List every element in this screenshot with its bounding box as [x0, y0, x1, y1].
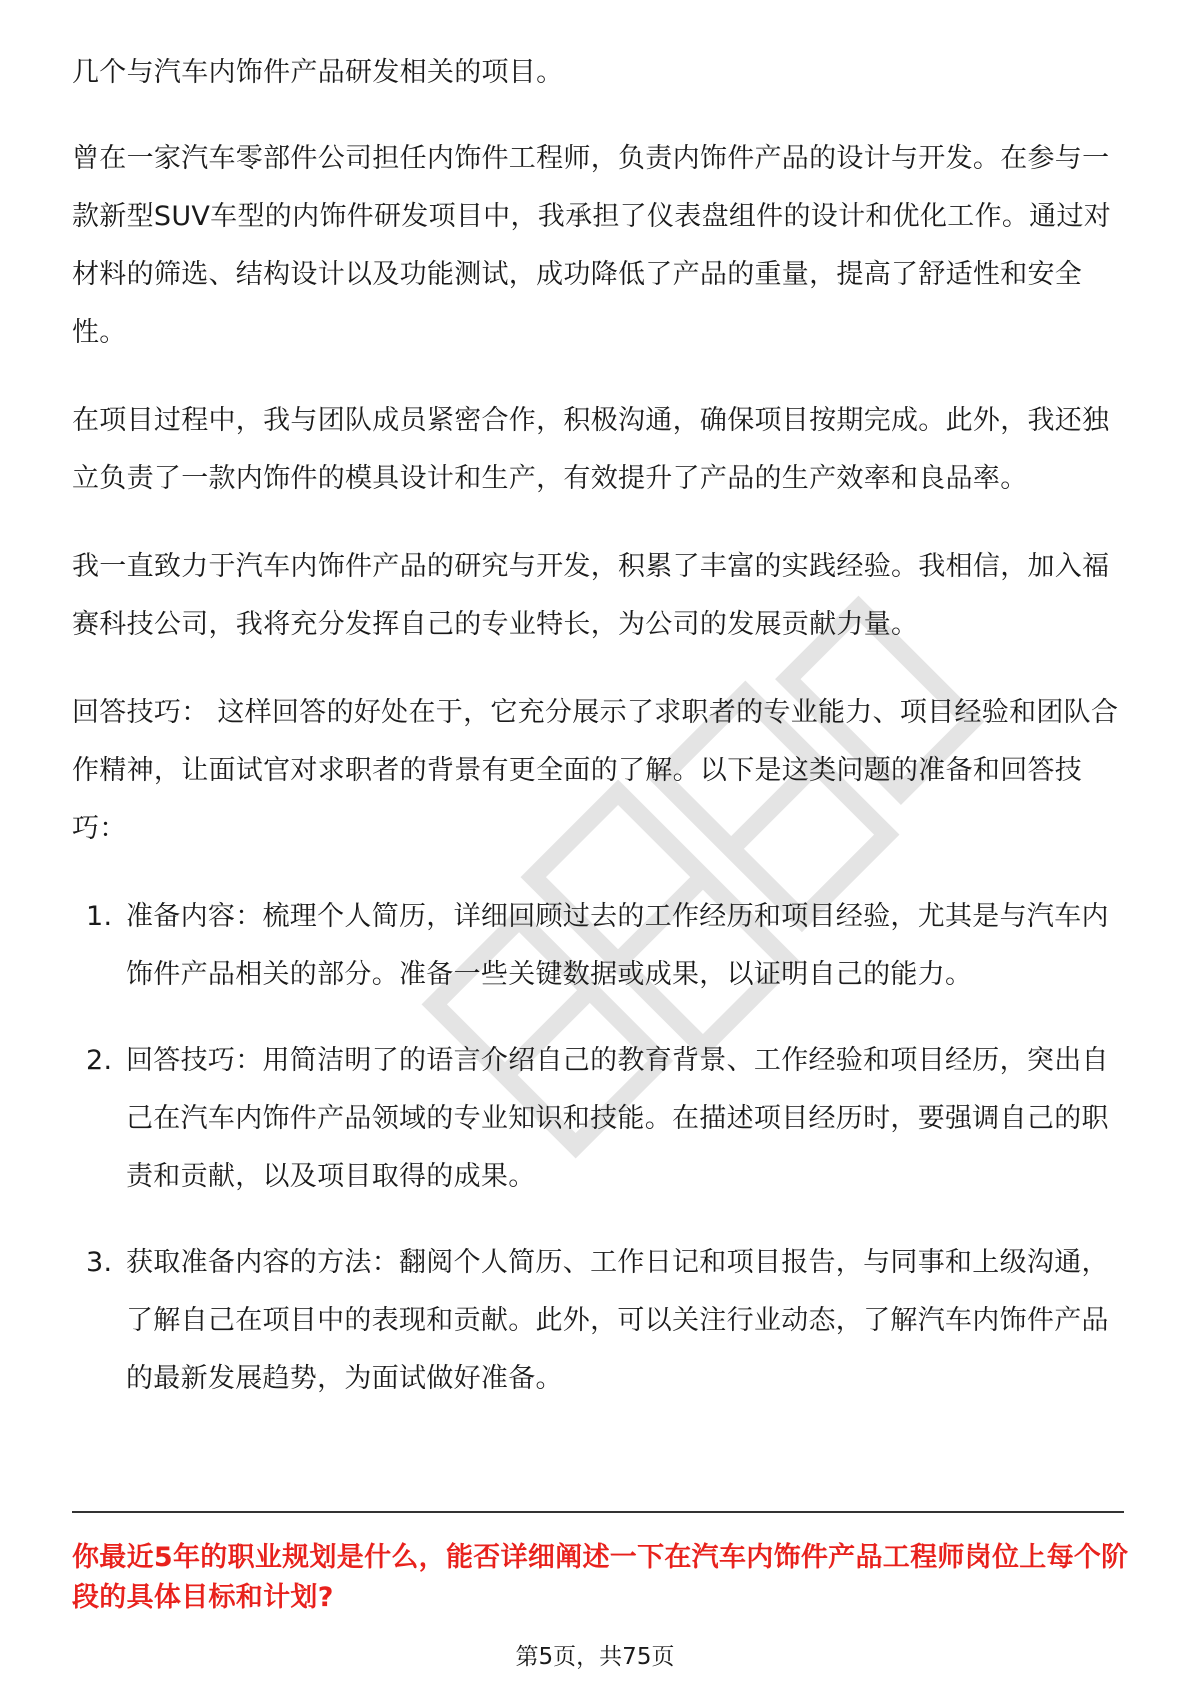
- list-item: [72, 1234, 1124, 1408]
- document-body: [72, 44, 1124, 1436]
- list-item: [72, 1032, 1124, 1206]
- list-item: [72, 888, 1124, 1004]
- list-number: 3.: [86, 1247, 113, 1278]
- list-item-text: 获取准备内容的方法：翻阅个人简历、工作日记和项目报告，与同事和上级沟通，了解自己在项目中的表现和贡献。此外，可以关注行业动态，了解汽车内饰件产品的最新发展趋势，为面试做好准备。: [126, 1247, 1109, 1394]
- page-footer: 第5页，共75页: [515, 1644, 675, 1670]
- paragraph-teamwork: 在项目过程中，我与团队成员紧密合作，积极沟通，确保项目按期完成。此外，我还独立负责了一款内饰件的模具设计和生产，有效提升了产品的生产效率和良品率。: [72, 405, 1110, 494]
- tips-list: [72, 888, 1124, 1408]
- list-number: 2.: [86, 1045, 113, 1076]
- paragraph-intro: 几个与汽车内饰件产品研发相关的项目。: [72, 57, 564, 88]
- paragraph-answer-tips: 回答技巧： 这样回答的好处在于，它充分展示了求职者的专业能力、项目经验和团队合作精神，让面试官对求职者的背景有更全面的了解。以下是这类问题的准备和回答技巧：: [72, 697, 1119, 844]
- list-item-text: 回答技巧：用简洁明了的语言介绍自己的教育背景、工作经验和项目经历，突出自己在汽车内饰件产品领域的专业知识和技能。在描述项目经历时，要强调自己的职责和贡献，以及项目取得的成果。: [126, 1045, 1109, 1192]
- list-item-text: 准备内容：梳理个人简历，详细回顾过去的工作经历和项目经验，尤其是与汽车内饰件产品相关的部分。准备一些关键数据或成果，以证明自己的能力。: [126, 901, 1109, 990]
- next-question-heading: 你最近5年的职业规划是什么，能否详细阐述一下在汽车内饰件产品工程师岗位上每个阶段的具体目标和计划?: [72, 1542, 1129, 1613]
- paragraph-experience: 曾在一家汽车零部件公司担任内饰件工程师，负责内饰件产品的设计与开发。在参与一款新型SUV车型的内饰件研发项目中，我承担了仪表盘组件的设计和优化工作。通过对材料的筛选、结构设计以及功能测试，成功降低了产品的重量，提高了舒适性和安全性。: [72, 143, 1112, 348]
- list-number: 1.: [86, 901, 113, 932]
- paragraph-commitment: 我一直致力于汽车内饰件产品的研究与开发，积累了丰富的实践经验。我相信，加入福赛科技公司，我将充分发挥自己的专业特长，为公司的发展贡献力量。: [72, 551, 1110, 640]
- section-divider: [72, 1511, 1124, 1513]
